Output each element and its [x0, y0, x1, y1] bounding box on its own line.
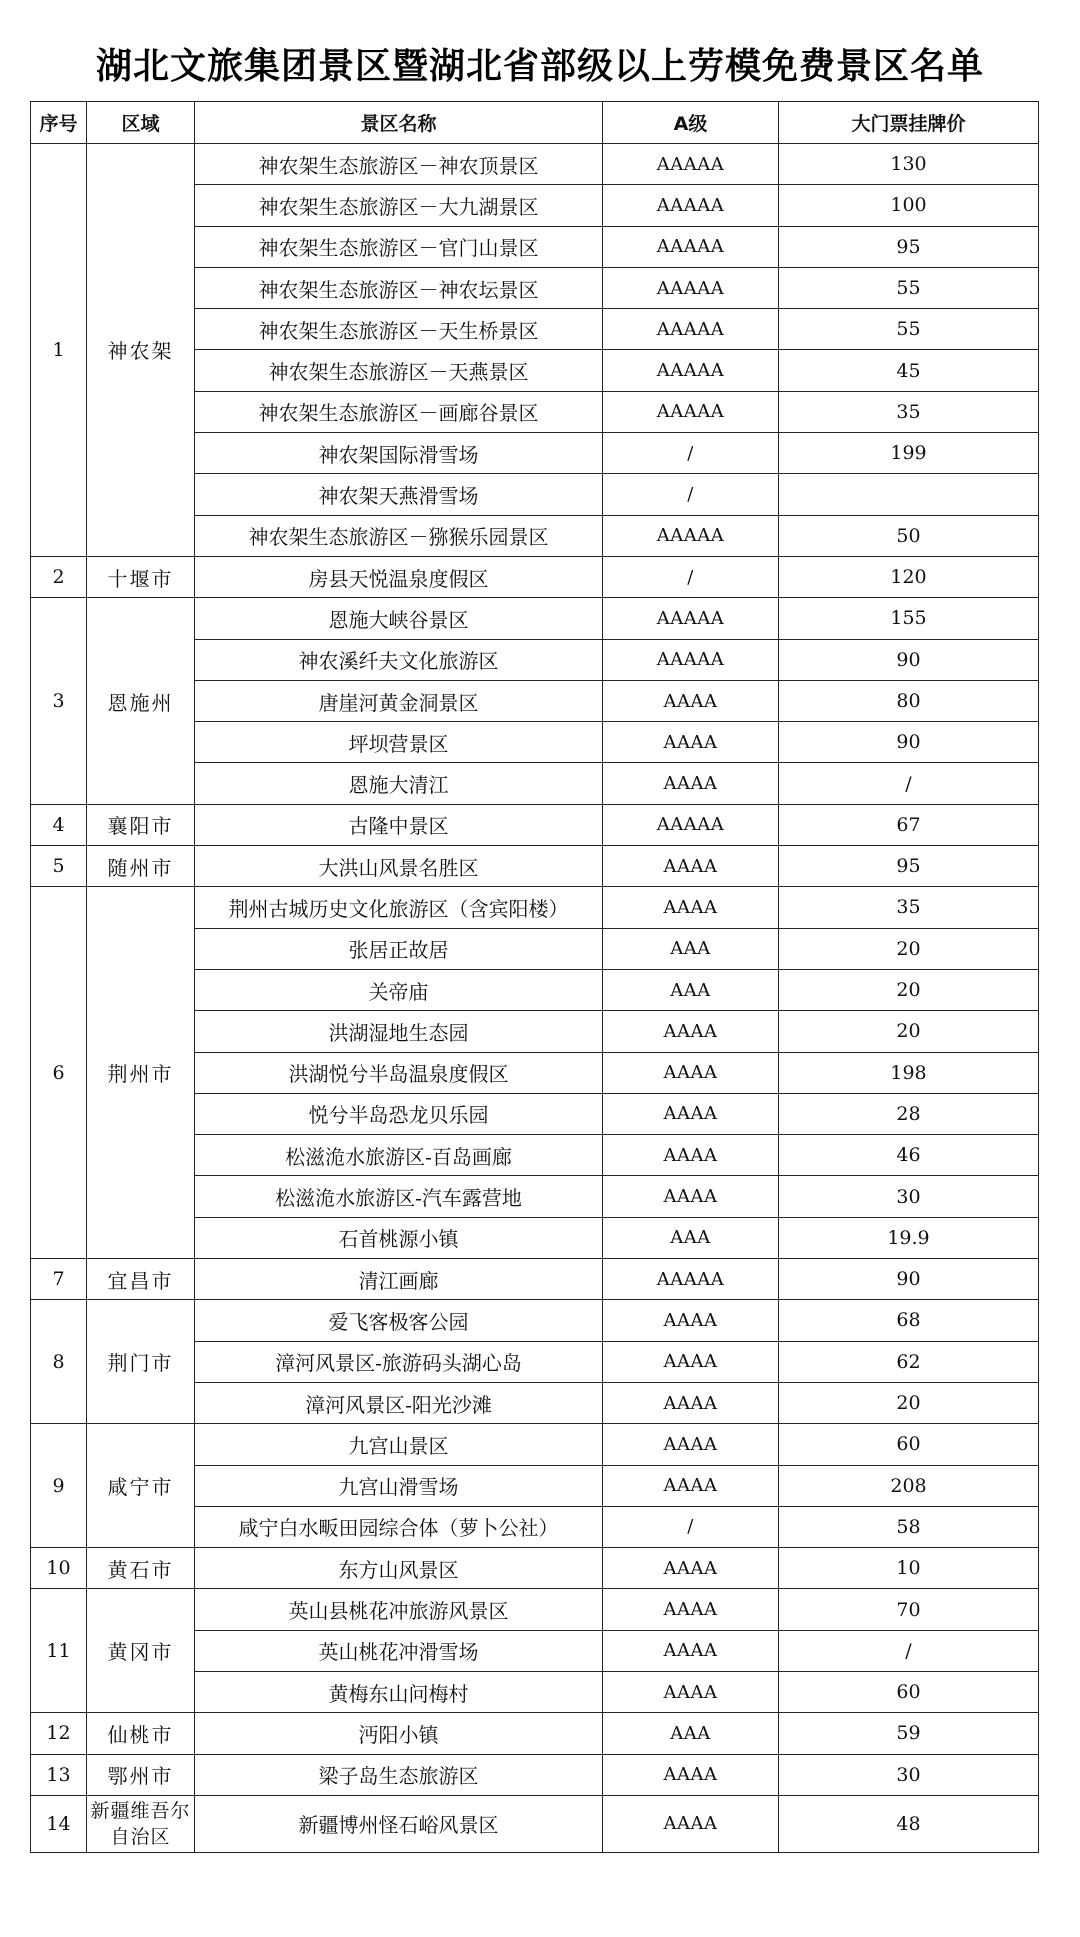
- ticket-price-cell: 199: [779, 433, 1039, 474]
- ticket-price-cell: 130: [779, 144, 1039, 185]
- table-row: [31, 804, 1039, 845]
- a-level-cell: AAAAA: [603, 350, 779, 391]
- scenic-name-cell: 石首桃源小镇: [195, 1217, 603, 1258]
- ticket-price-cell: 90: [779, 639, 1039, 680]
- table-row: [31, 1300, 1039, 1341]
- a-level-cell: AAAAA: [603, 309, 779, 350]
- row-number-cell: 2: [31, 556, 87, 597]
- table-header-row: [31, 102, 1039, 144]
- a-level-cell: AAAA: [603, 1630, 779, 1671]
- ticket-price-cell: [779, 474, 1039, 515]
- ticket-price-cell: 45: [779, 350, 1039, 391]
- region-cell: 襄阳市: [87, 804, 195, 845]
- a-level-cell: AAAA: [603, 763, 779, 804]
- row-number-cell: 8: [31, 1300, 87, 1424]
- ticket-price-cell: 70: [779, 1589, 1039, 1630]
- a-level-cell: AAAA: [603, 1341, 779, 1382]
- scenic-name-cell: 清江画廊: [195, 1259, 603, 1300]
- scenic-name-cell: 房县天悦温泉度假区: [195, 556, 603, 597]
- a-level-cell: AAAAA: [603, 804, 779, 845]
- scenic-name-cell: 新疆博州怪石峪风景区: [195, 1795, 603, 1852]
- ticket-price-cell: 208: [779, 1465, 1039, 1506]
- ticket-price-cell: 120: [779, 556, 1039, 597]
- ticket-price-cell: 20: [779, 928, 1039, 969]
- ticket-price-cell: 62: [779, 1341, 1039, 1382]
- scenic-name-cell: 爱飞客极客公园: [195, 1300, 603, 1341]
- ticket-price-cell: 68: [779, 1300, 1039, 1341]
- region-cell: 仙桃市: [87, 1713, 195, 1754]
- scenic-name-cell: 恩施大清江: [195, 763, 603, 804]
- ticket-price-cell: 46: [779, 1135, 1039, 1176]
- table-row: [31, 1589, 1039, 1630]
- ticket-price-cell: 55: [779, 267, 1039, 308]
- ticket-price-cell: 20: [779, 1011, 1039, 1052]
- scenic-name-cell: 唐崖河黄金洞景区: [195, 680, 603, 721]
- row-number-cell: 10: [31, 1548, 87, 1589]
- scenic-name-cell: 咸宁白水畈田园综合体（萝卜公社）: [195, 1506, 603, 1547]
- table-row: [31, 887, 1039, 928]
- a-level-cell: AAAA: [603, 1548, 779, 1589]
- a-level-cell: AAA: [603, 928, 779, 969]
- a-level-cell: AAAAA: [603, 144, 779, 185]
- row-number-cell: 11: [31, 1589, 87, 1713]
- table-body: [31, 144, 1039, 1853]
- ticket-price-cell: 60: [779, 1671, 1039, 1712]
- row-number-cell: 14: [31, 1795, 87, 1852]
- a-level-cell: /: [603, 556, 779, 597]
- a-level-cell: AAAAA: [603, 639, 779, 680]
- ticket-price-cell: 55: [779, 309, 1039, 350]
- table-row: [31, 1713, 1039, 1754]
- a-level-cell: /: [603, 1506, 779, 1547]
- scenic-name-cell: 东方山风景区: [195, 1548, 603, 1589]
- a-level-cell: AAAA: [603, 887, 779, 928]
- region-cell: 恩施州: [87, 598, 195, 804]
- a-level-cell: AAAA: [603, 1011, 779, 1052]
- ticket-price-cell: 80: [779, 680, 1039, 721]
- scenic-name-cell: 沔阳小镇: [195, 1713, 603, 1754]
- a-level-cell: AAAA: [603, 1671, 779, 1712]
- region-cell: 荆门市: [87, 1300, 195, 1424]
- ticket-price-cell: 90: [779, 722, 1039, 763]
- a-level-cell: AAAAA: [603, 515, 779, 556]
- a-level-cell: AAAA: [603, 1135, 779, 1176]
- region-cell: 鄂州市: [87, 1754, 195, 1795]
- ticket-price-cell: 28: [779, 1093, 1039, 1134]
- ticket-price-cell: 59: [779, 1713, 1039, 1754]
- ticket-price-cell: 198: [779, 1052, 1039, 1093]
- ticket-price-cell: 95: [779, 846, 1039, 887]
- scenic-name-cell: 漳河风景区-阳光沙滩: [195, 1382, 603, 1423]
- ticket-price-cell: 60: [779, 1424, 1039, 1465]
- row-number-cell: 6: [31, 887, 87, 1259]
- scenic-name-cell: 神农架生态旅游区－大九湖景区: [195, 185, 603, 226]
- ticket-price-cell: /: [779, 1630, 1039, 1671]
- region-cell: 黄石市: [87, 1548, 195, 1589]
- scenic-name-cell: 英山县桃花冲旅游风景区: [195, 1589, 603, 1630]
- row-number-cell: 5: [31, 846, 87, 887]
- scenic-name-cell: 神农架国际滑雪场: [195, 433, 603, 474]
- scenic-name-cell: 荆州古城历史文化旅游区（含宾阳楼）: [195, 887, 603, 928]
- scenic-name-cell: 神农架生态旅游区－天燕景区: [195, 350, 603, 391]
- ticket-price-cell: 30: [779, 1754, 1039, 1795]
- region-cell: 十堰市: [87, 556, 195, 597]
- ticket-price-cell: 19.9: [779, 1217, 1039, 1258]
- header-scenic-name: 景区名称: [195, 102, 603, 144]
- a-level-cell: /: [603, 433, 779, 474]
- table-row: [31, 1795, 1039, 1852]
- scenic-name-cell: 梁子岛生态旅游区: [195, 1754, 603, 1795]
- table-row: [31, 846, 1039, 887]
- a-level-cell: AAAAA: [603, 267, 779, 308]
- ticket-price-cell: 95: [779, 226, 1039, 267]
- ticket-price-cell: 100: [779, 185, 1039, 226]
- a-level-cell: AAA: [603, 1713, 779, 1754]
- a-level-cell: /: [603, 474, 779, 515]
- scenic-name-cell: 坪坝营景区: [195, 722, 603, 763]
- a-level-cell: AAAA: [603, 1382, 779, 1423]
- a-level-cell: AAAAA: [603, 391, 779, 432]
- table-row: [31, 598, 1039, 639]
- row-number-cell: 3: [31, 598, 87, 804]
- a-level-cell: AAAA: [603, 1795, 779, 1852]
- row-number-cell: 9: [31, 1424, 87, 1548]
- scenic-name-cell: 神农架生态旅游区－官门山景区: [195, 226, 603, 267]
- a-level-cell: AAA: [603, 969, 779, 1010]
- table-row: [31, 1424, 1039, 1465]
- scenic-name-cell: 黄梅东山问梅村: [195, 1671, 603, 1712]
- scenic-name-cell: 悦兮半岛恐龙贝乐园: [195, 1093, 603, 1134]
- region-cell: 荆州市: [87, 887, 195, 1259]
- scenic-name-cell: 神农架生态旅游区－天生桥景区: [195, 309, 603, 350]
- a-level-cell: AAAA: [603, 1300, 779, 1341]
- a-level-cell: AAAA: [603, 722, 779, 763]
- scenic-name-cell: 神农架生态旅游区－神农坛景区: [195, 267, 603, 308]
- region-cell: 宜昌市: [87, 1259, 195, 1300]
- row-number-cell: 7: [31, 1259, 87, 1300]
- ticket-price-cell: 67: [779, 804, 1039, 845]
- a-level-cell: AAAAA: [603, 1259, 779, 1300]
- region-cell: 新疆维吾尔自治区: [87, 1795, 195, 1852]
- region-cell: 黄冈市: [87, 1589, 195, 1713]
- ticket-price-cell: 20: [779, 969, 1039, 1010]
- scenic-name-cell: 张居正故居: [195, 928, 603, 969]
- a-level-cell: AAAA: [603, 1465, 779, 1506]
- scenic-name-cell: 洪湖湿地生态园: [195, 1011, 603, 1052]
- scenic-name-cell: 大洪山风景名胜区: [195, 846, 603, 887]
- a-level-cell: AAAA: [603, 1754, 779, 1795]
- scenic-spot-table: [30, 101, 1039, 1853]
- scenic-name-cell: 古隆中景区: [195, 804, 603, 845]
- scenic-name-cell: 九宫山景区: [195, 1424, 603, 1465]
- scenic-name-cell: 松滋洈水旅游区-汽车露营地: [195, 1176, 603, 1217]
- scenic-name-cell: 九宫山滑雪场: [195, 1465, 603, 1506]
- region-cell: 随州市: [87, 846, 195, 887]
- a-level-cell: AAAAA: [603, 598, 779, 639]
- scenic-name-cell: 松滋洈水旅游区-百岛画廊: [195, 1135, 603, 1176]
- region-cell: 咸宁市: [87, 1424, 195, 1548]
- a-level-cell: AAAAA: [603, 185, 779, 226]
- ticket-price-cell: 35: [779, 887, 1039, 928]
- a-level-cell: AAAA: [603, 1052, 779, 1093]
- row-number-cell: 13: [31, 1754, 87, 1795]
- scenic-name-cell: 关帝庙: [195, 969, 603, 1010]
- a-level-cell: AAAA: [603, 846, 779, 887]
- header-no: 序号: [31, 102, 87, 144]
- table-row: [31, 1754, 1039, 1795]
- a-level-cell: AAA: [603, 1217, 779, 1258]
- ticket-price-cell: 58: [779, 1506, 1039, 1547]
- table-row: [31, 1259, 1039, 1300]
- a-level-cell: AAAAA: [603, 226, 779, 267]
- a-level-cell: AAAA: [603, 1424, 779, 1465]
- scenic-name-cell: 恩施大峡谷景区: [195, 598, 603, 639]
- scenic-name-cell: 神农架天燕滑雪场: [195, 474, 603, 515]
- ticket-price-cell: 50: [779, 515, 1039, 556]
- scenic-name-cell: 神农溪纤夫文化旅游区: [195, 639, 603, 680]
- page-title: 湖北文旅集团景区暨湖北省部级以上劳模免费景区名单: [95, 46, 984, 87]
- ticket-price-cell: 155: [779, 598, 1039, 639]
- ticket-price-cell: 90: [779, 1259, 1039, 1300]
- scenic-name-cell: 神农架生态旅游区－画廊谷景区: [195, 391, 603, 432]
- table-row: [31, 1548, 1039, 1589]
- a-level-cell: AAAA: [603, 1176, 779, 1217]
- ticket-price-cell: 20: [779, 1382, 1039, 1423]
- header-ticket-price: 大门票挂牌价: [779, 102, 1039, 144]
- ticket-price-cell: /: [779, 763, 1039, 804]
- scenic-name-cell: 神农架生态旅游区－神农顶景区: [195, 144, 603, 185]
- table-row: [31, 144, 1039, 185]
- table-row: [31, 556, 1039, 597]
- scenic-name-cell: 神农架生态旅游区－猕猴乐园景区: [195, 515, 603, 556]
- row-number-cell: 1: [31, 144, 87, 557]
- region-cell: 神农架: [87, 144, 195, 557]
- row-number-cell: 4: [31, 804, 87, 845]
- a-level-cell: AAAA: [603, 1093, 779, 1134]
- ticket-price-cell: 10: [779, 1548, 1039, 1589]
- a-level-cell: AAAA: [603, 680, 779, 721]
- row-number-cell: 12: [31, 1713, 87, 1754]
- ticket-price-cell: 48: [779, 1795, 1039, 1852]
- header-region: 区域: [87, 102, 195, 144]
- scenic-name-cell: 洪湖悦兮半岛温泉度假区: [195, 1052, 603, 1093]
- scenic-name-cell: 漳河风景区-旅游码头湖心岛: [195, 1341, 603, 1382]
- header-a-level: A级: [603, 102, 779, 144]
- a-level-cell: AAAA: [603, 1589, 779, 1630]
- ticket-price-cell: 30: [779, 1176, 1039, 1217]
- ticket-price-cell: 35: [779, 391, 1039, 432]
- scenic-name-cell: 英山桃花冲滑雪场: [195, 1630, 603, 1671]
